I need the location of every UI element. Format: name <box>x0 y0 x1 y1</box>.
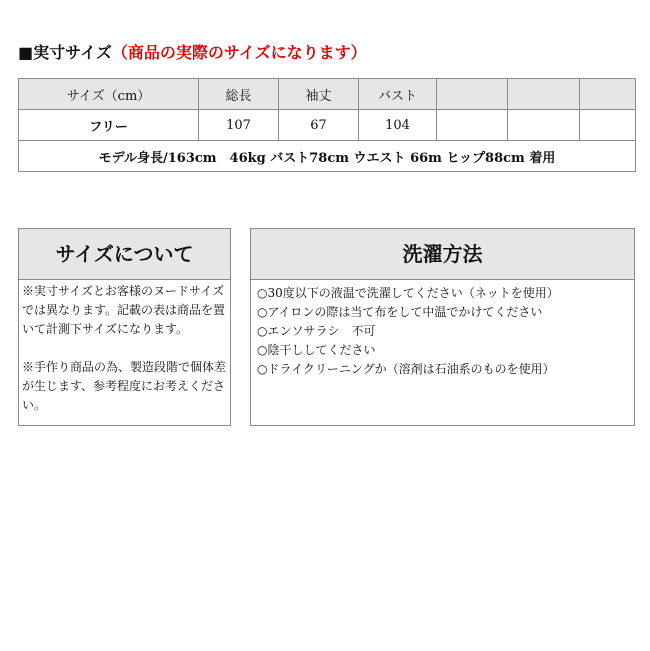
header-blank-2 <box>508 79 580 110</box>
washing-box <box>250 228 635 426</box>
header-bust: バスト <box>359 79 437 110</box>
washing-line-2: ○アイロンの際は当て布をして中温でかけてください <box>257 305 543 319</box>
size-table <box>18 78 636 172</box>
row-sleeve: 67 <box>279 110 359 141</box>
washing-line-4: ○陰干ししてください <box>257 343 376 357</box>
washing-body <box>251 280 634 383</box>
size-table-header <box>19 79 636 110</box>
header-sleeve: 袖丈 <box>279 79 359 110</box>
title-prefix: ■実寸サイズ <box>18 43 112 62</box>
header-blank-1 <box>437 79 508 110</box>
header-size: サイズ（cm） <box>19 79 199 110</box>
title-note: （商品の実際のサイズになります） <box>111 43 367 62</box>
row-blank-2 <box>508 110 580 141</box>
header-length: 総長 <box>199 79 279 110</box>
washing-line-1: ○30度以下の液温で洗濯してください（ネットを使用） <box>257 286 559 300</box>
header-blank-3 <box>580 79 636 110</box>
page-title <box>18 40 367 63</box>
size-info-body <box>19 280 230 417</box>
washing-line-3: ○エンソサラシ 不可 <box>257 324 376 338</box>
size-info-heading: サイズについて <box>19 229 230 280</box>
table-row <box>19 110 636 141</box>
row-size: フリー <box>19 110 199 141</box>
size-note-1: ※実寸サイズとお客様のヌードサイズでは異なります。記載の表は商品を置いて計測下サイズになります。 <box>22 284 226 336</box>
model-row <box>19 141 636 172</box>
row-blank-3 <box>580 110 636 141</box>
row-blank-1 <box>437 110 508 141</box>
washing-line-5: ○ドライクリーニングか（溶剤は石油系のものを使用） <box>257 362 555 376</box>
size-note-2: ※手作り商品の為、製造段階で個体差が生じます、参考程度にお考えください。 <box>22 360 227 412</box>
size-info-box <box>18 228 231 426</box>
row-length: 107 <box>199 110 279 141</box>
model-info: モデル身長/163cm 46kg バスト78cm ウエスト 66m ヒップ88cm 着用 <box>19 141 636 172</box>
washing-heading: 洗濯方法 <box>251 229 634 280</box>
row-bust: 104 <box>359 110 437 141</box>
